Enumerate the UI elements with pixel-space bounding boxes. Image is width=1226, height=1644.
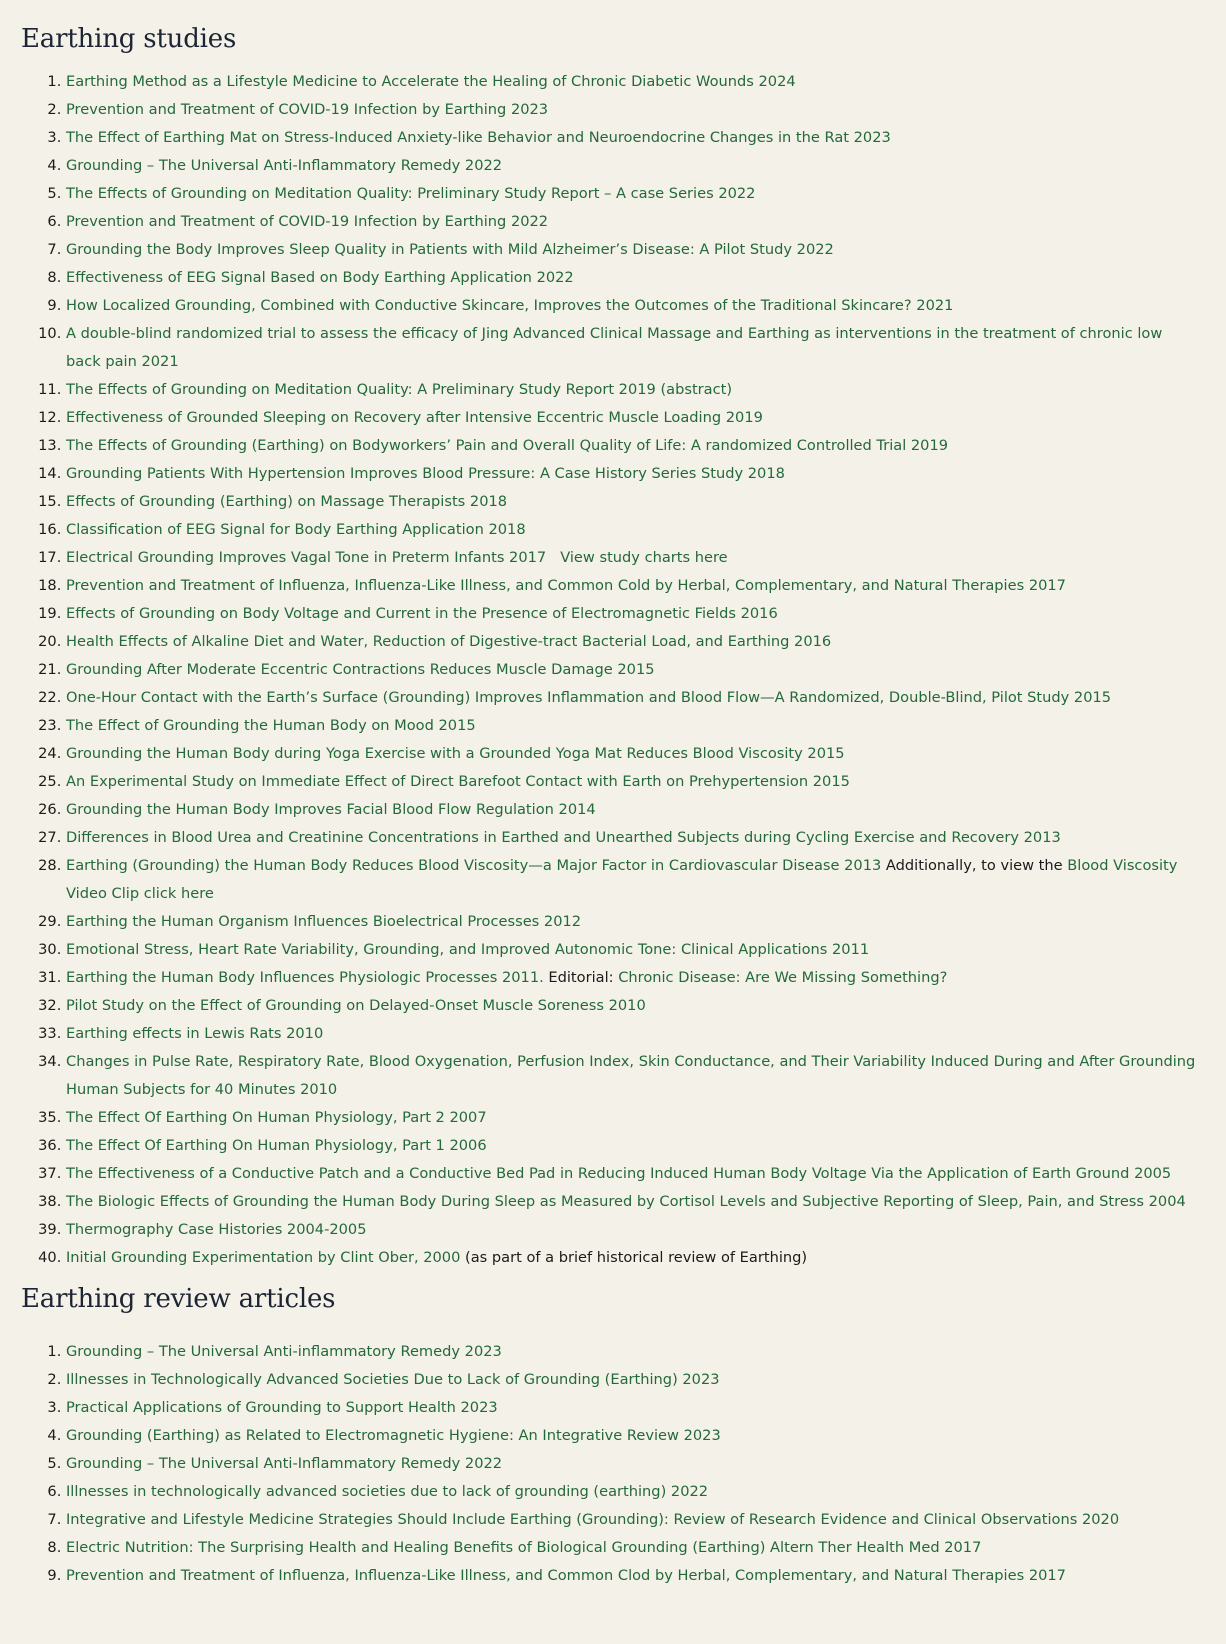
studies-list	[21, 68, 1201, 1272]
list-item	[66, 1160, 1201, 1188]
study-link[interactable]: A double-blind randomized trial to assess the efficacy of Jing Advanced Clinical Massage and Earthing as interventions in the treatment of chronic low back pain 2021	[66, 325, 1163, 370]
list-item	[66, 544, 1201, 572]
list-item	[66, 180, 1201, 208]
study-link[interactable]: The Effects of Grounding on Meditation Quality: A Preliminary Study Report 2019 (abstract)	[66, 381, 733, 398]
study-link[interactable]: Pilot Study on the Effect of Grounding on Delayed-Onset Muscle Soreness 2010	[66, 997, 646, 1014]
study-link[interactable]: Grounding Patients With Hypertension Improves Blood Pressure: A Case History Series Study 2018	[66, 465, 785, 482]
item-note: Additionally, to view the	[885, 857, 1063, 874]
study-link[interactable]: Emotional Stress, Heart Rate Variability, Grounding, and Improved Autonomic Tone: Clinical Applications 2011	[66, 941, 870, 958]
reviews-list	[21, 1338, 1201, 1590]
study-link[interactable]: Thermography Case Histories 2004-2005	[66, 1221, 367, 1238]
list-item	[66, 1506, 1201, 1534]
study-link[interactable]: Classification of EEG Signal for Body Earthing Application 2018	[66, 521, 526, 538]
list-item	[66, 1104, 1201, 1132]
list-item	[66, 460, 1201, 488]
study-link[interactable]: Effectiveness of Grounded Sleeping on Recovery after Intensive Eccentric Muscle Loading 2019	[66, 409, 763, 426]
study-link[interactable]: Illnesses in Technologically Advanced Societies Due to Lack of Grounding (Earthing) 2023	[66, 1371, 720, 1388]
list-item	[66, 376, 1201, 404]
list-item	[66, 768, 1201, 796]
study-link[interactable]: The Effects of Grounding (Earthing) on Bodyworkers’ Pain and Overall Quality of Life: A randomized Controlled Trial 2019	[66, 437, 949, 454]
study-link[interactable]: How Localized Grounding, Combined with Conductive Skincare, Improves the Outcomes of the Traditional Skincare? 2021	[66, 297, 954, 314]
list-item	[66, 96, 1201, 124]
study-link[interactable]: Earthing effects in Lewis Rats 2010	[66, 1025, 324, 1042]
list-item	[66, 572, 1201, 600]
list-item	[66, 1048, 1201, 1104]
list-item	[66, 964, 1201, 992]
list-item	[66, 236, 1201, 264]
study-link[interactable]: The Effect of Earthing Mat on Stress-Induced Anxiety-like Behavior and Neuroendocrine Changes in the Rat 2023	[66, 129, 891, 146]
list-item	[66, 852, 1201, 908]
extra-link[interactable]: Blood Viscosity Video Clip click here	[66, 857, 1178, 902]
list-item	[66, 1132, 1201, 1160]
study-link[interactable]: Differences in Blood Urea and Creatinine Concentrations in Earthed and Unearthed Subjects during Cycling Exercise and Recovery 2013	[66, 829, 1061, 846]
study-link[interactable]: An Experimental Study on Immediate Effect of Direct Barefoot Contact with Earth on Prehypertension 2015	[66, 773, 850, 790]
study-link[interactable]: Grounding the Human Body Improves Facial Blood Flow Regulation 2014	[66, 801, 596, 818]
list-item	[66, 1020, 1201, 1048]
study-link[interactable]: Grounding – The Universal Anti-inflammatory Remedy 2023	[66, 1343, 502, 1360]
study-link[interactable]: The Effectiveness of a Conductive Patch and a Conductive Bed Pad in Reducing Induced Human Body Voltage Via the Application of Earth Ground 2005	[66, 1165, 1172, 1182]
list-item	[66, 68, 1201, 96]
study-link[interactable]: Electrical Grounding Improves Vagal Tone in Preterm Infants 2017	[66, 549, 547, 566]
list-item	[66, 432, 1201, 460]
list-item	[66, 740, 1201, 768]
list-item	[66, 1244, 1201, 1272]
study-link[interactable]: One-Hour Contact with the Earth’s Surface (Grounding) Improves Inflammation and Blood Flow—A Randomized, Double-Blind, Pilot Study 2015	[66, 689, 1112, 706]
study-link[interactable]: The Biologic Effects of Grounding the Human Body During Sleep as Measured by Cortisol Levels and Subjective Reporting of Sleep, Pain, and Stress 2004	[66, 1193, 1186, 1210]
list-item	[66, 908, 1201, 936]
list-item	[66, 1450, 1201, 1478]
list-item	[66, 488, 1201, 516]
list-item	[66, 208, 1201, 236]
study-link[interactable]: Grounding the Human Body during Yoga Exercise with a Grounded Yoga Mat Reduces Blood Viscosity 2015	[66, 745, 845, 762]
list-item	[66, 404, 1201, 432]
list-item	[66, 264, 1201, 292]
list-item	[66, 936, 1201, 964]
study-link[interactable]: Earthing the Human Body Influences Physiologic Processes 2011.	[66, 969, 544, 986]
item-note: (as part of a brief historical review of Earthing)	[465, 1249, 808, 1266]
list-item	[66, 656, 1201, 684]
reviews-heading: Earthing review articles	[21, 1284, 336, 1314]
study-link[interactable]: Grounding – The Universal Anti-Inflammatory Remedy 2022	[66, 157, 503, 174]
study-link[interactable]: Grounding – The Universal Anti-Inflammatory Remedy 2022	[66, 1455, 503, 1472]
studies-heading: Earthing studies	[21, 24, 237, 54]
list-item	[66, 124, 1201, 152]
study-link[interactable]: Practical Applications of Grounding to Support Health 2023	[66, 1399, 498, 1416]
study-link[interactable]: Effects of Grounding (Earthing) on Massage Therapists 2018	[66, 493, 508, 510]
study-link[interactable]: Effects of Grounding on Body Voltage and Current in the Presence of Electromagnetic Fields 2016	[66, 605, 778, 622]
list-item	[66, 320, 1201, 376]
list-item	[66, 1394, 1201, 1422]
list-item	[66, 1534, 1201, 1562]
list-item	[66, 1216, 1201, 1244]
list-item	[66, 600, 1201, 628]
study-link[interactable]: The Effect Of Earthing On Human Physiology, Part 2 2007	[66, 1109, 487, 1126]
list-item	[66, 1338, 1201, 1366]
list-item	[66, 1422, 1201, 1450]
list-item	[66, 516, 1201, 544]
study-link[interactable]: The Effect Of Earthing On Human Physiology, Part 1 2006	[66, 1137, 487, 1154]
study-link[interactable]: Earthing Method as a Lifestyle Medicine to Accelerate the Healing of Chronic Diabetic Wounds 2024	[66, 73, 796, 90]
list-item	[66, 1366, 1201, 1394]
item-note: Editorial:	[548, 969, 614, 986]
study-link[interactable]: Initial Grounding Experimentation by Clint Ober, 2000	[66, 1249, 461, 1266]
study-link[interactable]: Illnesses in technologically advanced societies due to lack of grounding (earthing) 2022	[66, 1483, 709, 1500]
list-item	[66, 1188, 1201, 1216]
list-item	[66, 292, 1201, 320]
study-link[interactable]: Prevention and Treatment of Influenza, Influenza-Like Illness, and Common Cold by Herbal, Complementary, and Natural Therapies 2017	[66, 577, 1066, 594]
list-item	[66, 824, 1201, 852]
list-item	[66, 1478, 1201, 1506]
study-link[interactable]: Effectiveness of EEG Signal Based on Body Earthing Application 2022	[66, 269, 574, 286]
study-link[interactable]: Grounding (Earthing) as Related to Electromagnetic Hygiene: An Integrative Review 2023	[66, 1427, 721, 1444]
study-link[interactable]: The Effect of Grounding the Human Body on Mood 2015	[66, 717, 476, 734]
study-link[interactable]: Electric Nutrition: The Surprising Health and Healing Benefits of Biological Grounding (Earthing) Altern Ther Health Med 2017	[66, 1539, 982, 1556]
extra-link[interactable]: View study charts here	[560, 549, 728, 566]
list-item	[66, 628, 1201, 656]
study-link[interactable]: Prevention and Treatment of COVID-19 Infection by Earthing 2023	[66, 101, 549, 118]
study-link[interactable]: Grounding the Body Improves Sleep Quality in Patients with Mild Alzheimer’s Disease: A Pilot Study 2022	[66, 241, 834, 258]
list-item	[66, 712, 1201, 740]
list-item	[66, 992, 1201, 1020]
study-link[interactable]: Prevention and Treatment of Influenza, Influenza-Like Illness, and Common Clod by Herbal, Complementary, and Natural Therapies 2017	[66, 1567, 1066, 1584]
study-link[interactable]: Earthing (Grounding) the Human Body Reduces Blood Viscosity—a Major Factor in Cardiovascular Disease 2013	[66, 857, 882, 874]
list-item	[66, 796, 1201, 824]
study-link[interactable]: Earthing the Human Organism Influences Bioelectrical Processes 2012	[66, 913, 582, 930]
study-link[interactable]: Prevention and Treatment of COVID-19 Infection by Earthing 2022	[66, 213, 549, 230]
study-link[interactable]: The Effects of Grounding on Meditation Quality: Preliminary Study Report – A case Series 2022	[66, 185, 756, 202]
study-link[interactable]: Grounding After Moderate Eccentric Contractions Reduces Muscle Damage 2015	[66, 661, 655, 678]
list-item	[66, 684, 1201, 712]
list-item	[66, 1562, 1201, 1590]
study-link[interactable]: Changes in Pulse Rate, Respiratory Rate, Blood Oxygenation, Perfusion Index, Skin Conductance, and Their Variability Induced During and After Grounding Human Subjects for 40 Minutes 2010	[66, 1053, 1196, 1098]
study-link[interactable]: Integrative and Lifestyle Medicine Strategies Should Include Earthing (Grounding): Review of Research Evidence and Clinical Observations 2020	[66, 1511, 1120, 1528]
list-item	[66, 152, 1201, 180]
study-link[interactable]: Health Effects of Alkaline Diet and Water, Reduction of Digestive-tract Bacterial Load, and Earthing 2016	[66, 633, 832, 650]
extra-link[interactable]: Chronic Disease: Are We Missing Something?	[618, 969, 948, 986]
